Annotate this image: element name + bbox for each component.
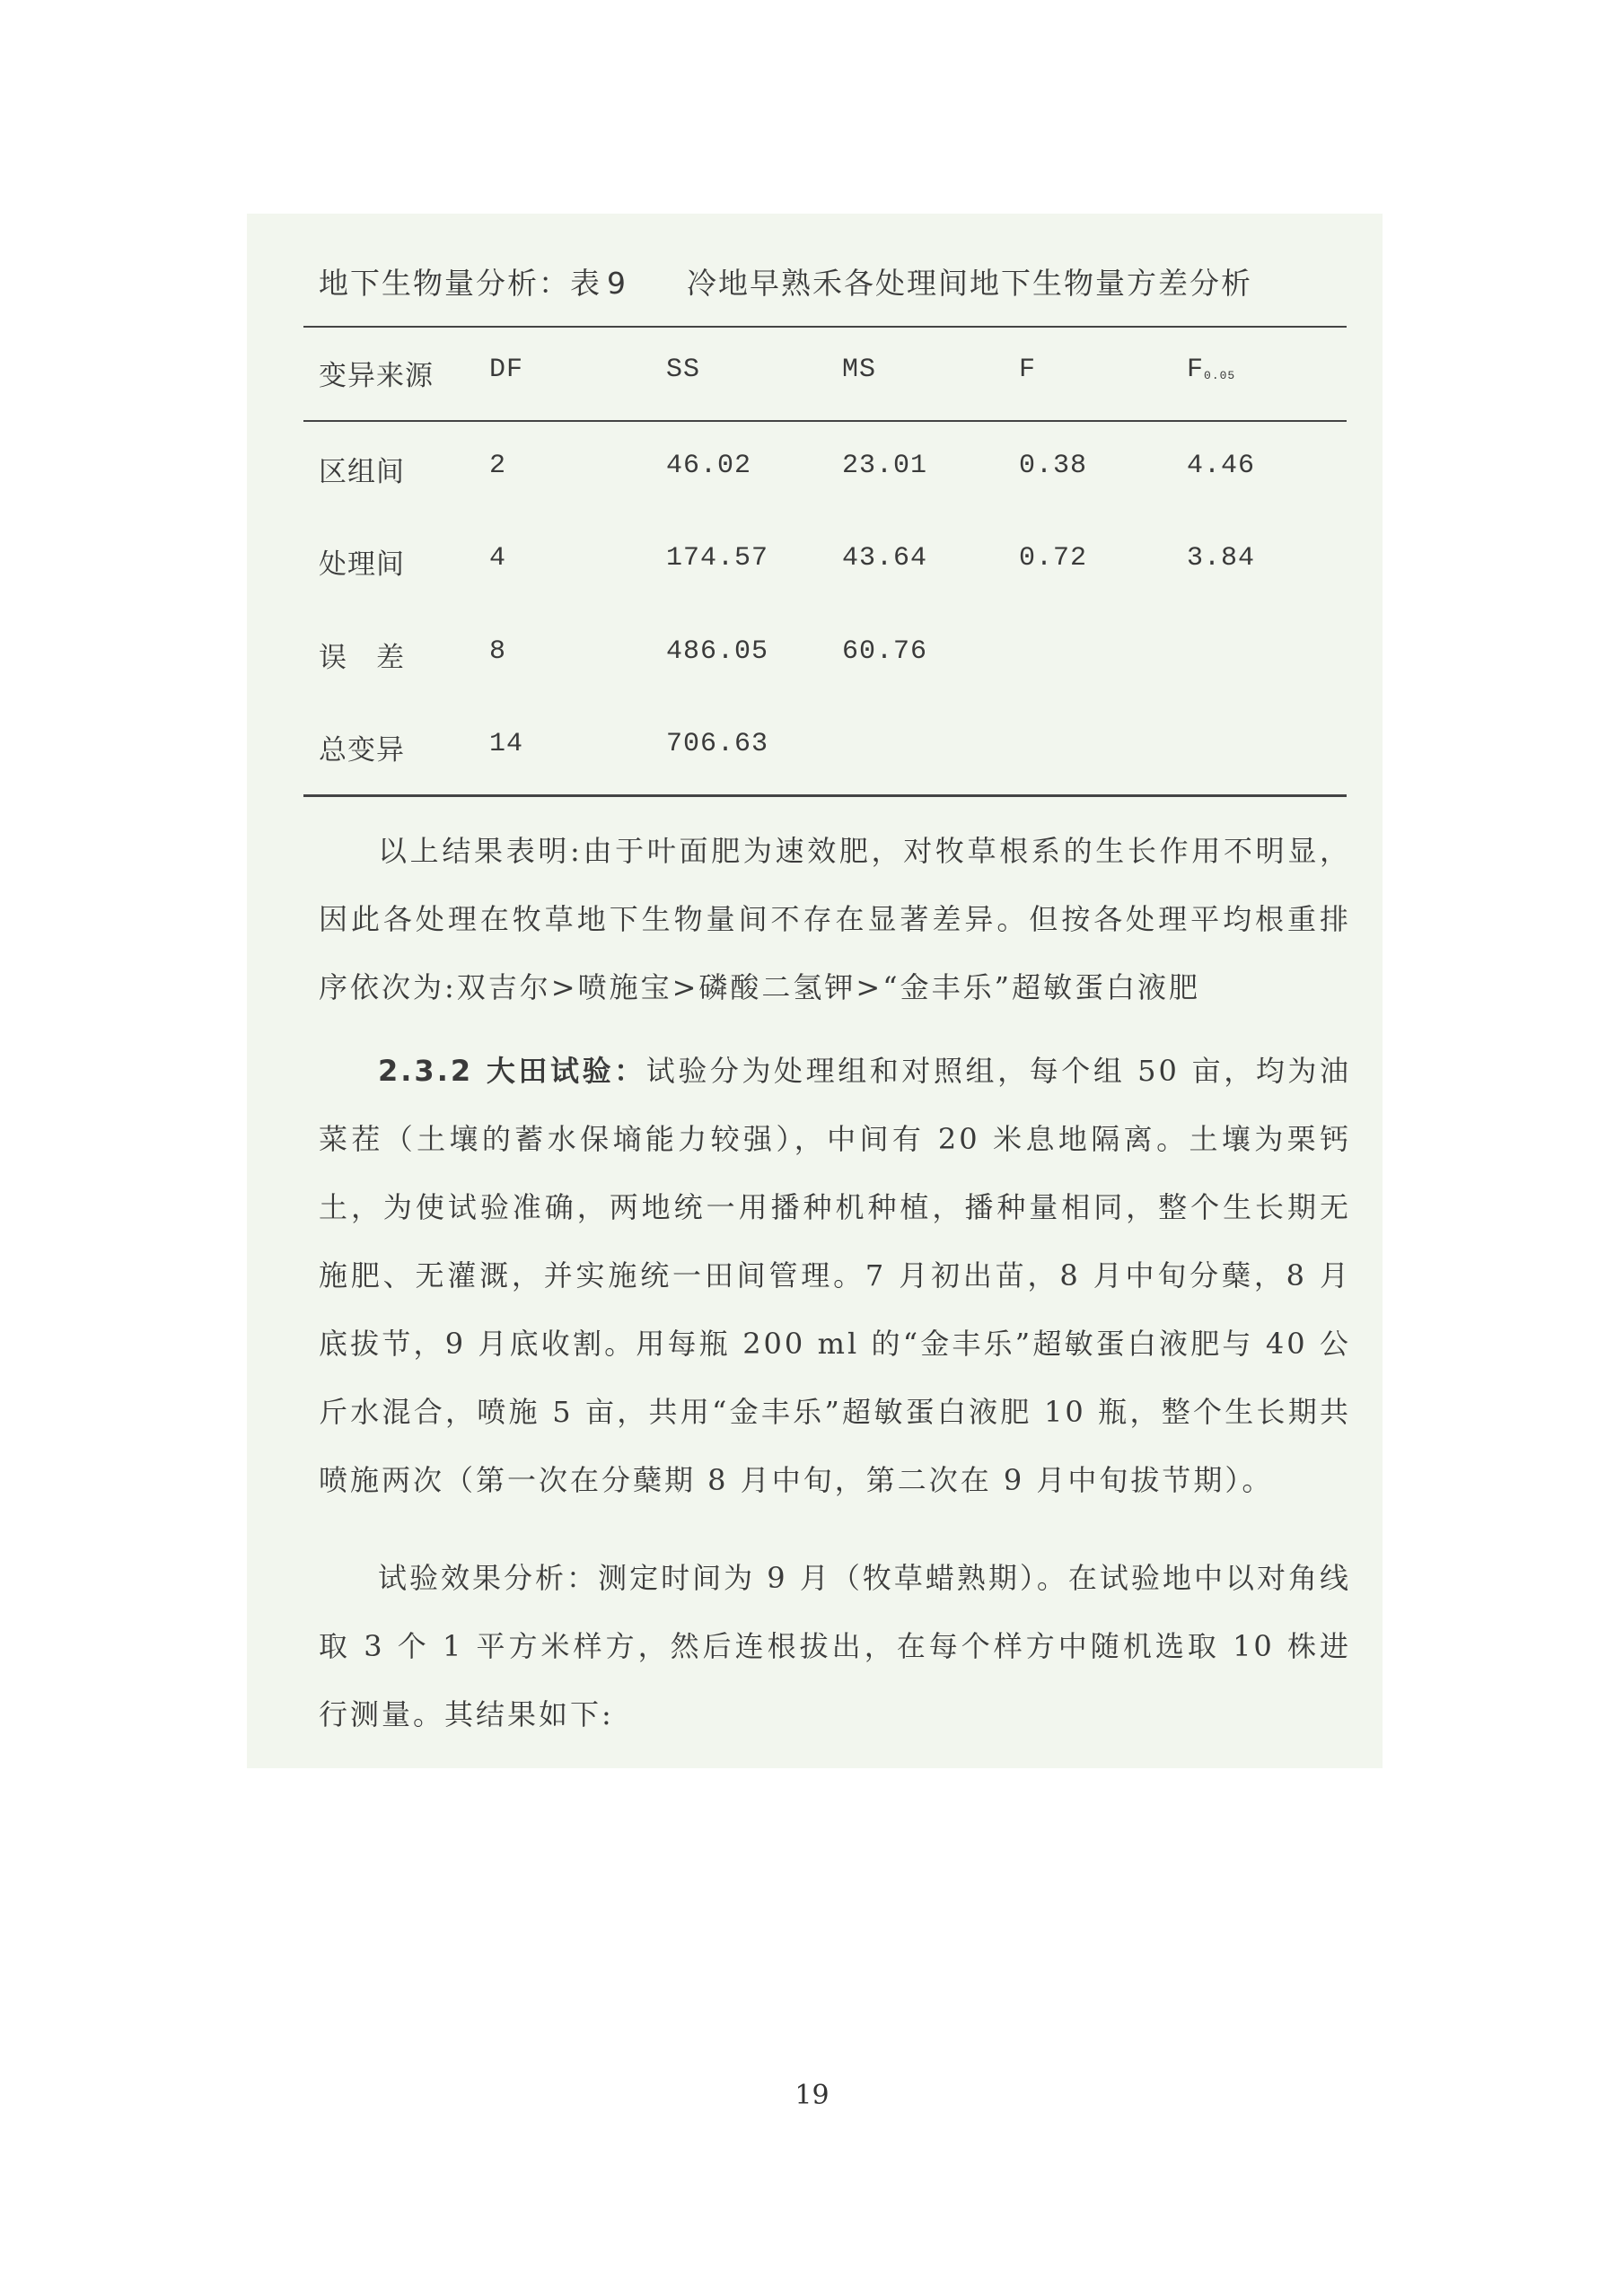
cell-ss: 706.63 — [666, 729, 769, 759]
header-ss: SS — [666, 355, 701, 385]
paragraph-field-trial-body: 试验分为处理组和对照组，每个组 50 亩，均为油菜茬（土壤的蓄水保墒能力较强），中间有 20 米息地隔离。土壤为栗钙土，为使试验准确，两地统一用播种机种植，播种量相同，整个生长期无施肥、无灌溉，并实施统一田间管理。7 月初出苗，8 月中旬分蘖，8 月底拔节，9 月底收割。用每瓶 200 ml 的“金丰乐”超敏蛋白液肥与 40 公斤水混合，喷施 5 亩，共用“金丰乐”超敏蛋白液肥 10 瓶，整个生长期共喷施两次（第一次在分蘖期 8 月中旬，第二次在 9 月中旬拔节期）。 — [319, 1054, 1351, 1497]
cell-df: 4 — [489, 543, 507, 574]
header-ms: MS — [842, 355, 877, 385]
cell-f: 0.72 — [1019, 543, 1088, 574]
paragraph-effect-analysis: 试验效果分析：测定时间为 9 月（牧草蜡熟期）。在试验地中以对角线取 3 个 1 平方米样方，然后连根拔出，在每个样方中随机选取 10 株进行测量。其结果如下: — [319, 1561, 1351, 1731]
cell-f005: 3.84 — [1187, 543, 1256, 574]
cell-df: 2 — [489, 451, 507, 481]
table-bottom-rule — [303, 794, 1347, 797]
row-label: 总变异 — [319, 734, 405, 767]
row-label: 区组间 — [319, 456, 405, 488]
cell-ms: 23.01 — [842, 451, 928, 481]
table-header-rule — [303, 420, 1347, 422]
caption-prefix: 地下生物量分析：表 — [319, 266, 601, 301]
header-f: F — [1019, 355, 1037, 385]
table-caption — [319, 260, 1252, 302]
paragraph-result: 以上结果表明:由于叶面肥为速效肥，对牧草根系的生长作用不明显，因此各处理在牧草地下生物量间不存在显著差异。但按各处理平均根重排序依次为:双吉尔>喷施宝>磷酸二氢钾>“金丰乐”超敏蛋白液肥 — [319, 834, 1351, 1004]
caption-table-number: 9 — [607, 266, 628, 301]
cell-df: 14 — [489, 729, 524, 759]
paragraph-field-trial — [319, 1037, 1351, 1514]
caption-title: 冷地早熟禾各处理间地下生物量方差分析 — [687, 266, 1252, 301]
cell-ms: 60.76 — [842, 636, 928, 667]
cell-f: 0.38 — [1019, 451, 1088, 481]
table-top-rule — [303, 326, 1347, 328]
header-f005: $F_{0.05}$ — [1187, 355, 1236, 385]
row-label: 处理间 — [319, 548, 405, 581]
cell-ms: 43.64 — [842, 543, 928, 574]
cell-ss: 174.57 — [666, 543, 769, 574]
page-number: 19 — [794, 2080, 830, 2111]
cell-df: 8 — [489, 636, 507, 667]
cell-f005: 4.46 — [1187, 451, 1256, 481]
header-df: DF — [489, 355, 524, 385]
cell-ss: 486.05 — [666, 636, 769, 667]
cell-ss: 46.02 — [666, 451, 752, 481]
row-label: 误 差 — [319, 642, 405, 674]
section-heading: 2.3.2 大田试验： — [378, 1054, 646, 1088]
header-source: 变异来源 — [319, 360, 434, 392]
